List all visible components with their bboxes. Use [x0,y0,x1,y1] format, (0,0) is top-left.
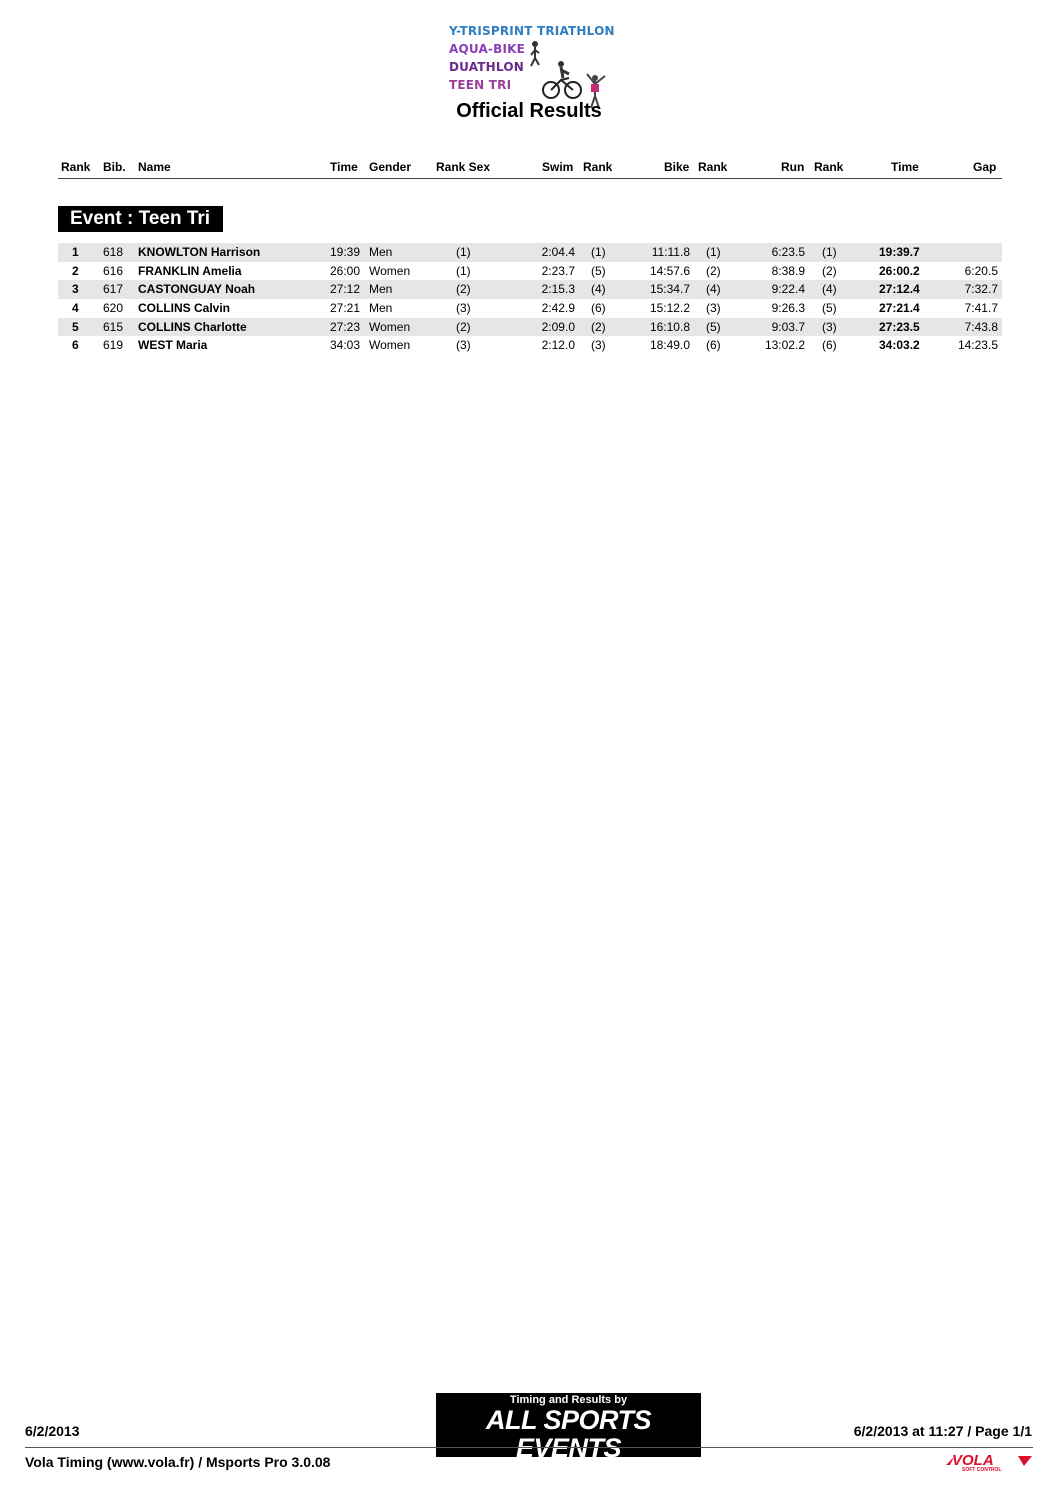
cell-run: 13:02.2 [764,338,805,353]
cell-total: 26:00.2 [879,263,920,278]
header-bib: Bib. [103,160,126,174]
cell-rank: 1 [72,245,79,259]
cell-bike-rank: (5) [706,319,721,334]
header-run: Run [781,160,805,174]
cell-swim-rank: (5) [591,263,606,278]
table-row [58,280,1002,299]
table-row [58,262,1002,281]
cell-rank-sex: (3) [456,338,471,353]
cell-total: 27:21.4 [879,301,920,316]
cell-swim-rank: (4) [591,282,606,297]
logo-line-2: AQUA-BIKE [449,42,526,56]
cell-rank: 4 [72,301,79,316]
cell-bib: 619 [103,338,124,353]
cell-gap: 7:32.7 [964,282,998,297]
header-run-rank: Rank [814,160,844,174]
footer-software: Vola Timing (www.vola.fr) / Msports Pro 3.0.08 [25,1454,331,1470]
cell-name: COLLINS Calvin [138,301,231,316]
logo-line-4: TEEN TRI [449,78,512,92]
cell-run-rank: (6) [822,338,837,353]
cell-rank-sex: (1) [456,263,471,278]
cell-bib: 615 [103,319,124,334]
header-swim: Swim [542,160,574,174]
cell-name: FRANKLIN Amelia [138,263,242,278]
header-gender: Gender [369,160,412,174]
cell-swim: 2:23.7 [541,263,575,278]
cell-bike: 15:12.2 [649,301,690,316]
footer-divider [25,1447,1033,1448]
cell-gender: Women [369,263,411,278]
cell-gap: 14:23.5 [957,338,998,353]
logo-line-3: DUATHLON [449,60,524,74]
cell-rank: 6 [72,338,79,353]
cell-gender: Men [369,282,393,297]
vola-logo-text: VOLA [952,1452,994,1469]
table-row [58,318,1002,337]
cell-bike-rank: (3) [706,301,721,316]
cell-swim: 2:42.9 [541,301,575,316]
cell-time: 27:23 [329,319,360,334]
results-header [58,160,1002,179]
header-swim-rank: Rank [583,160,613,174]
vola-logo [944,1453,1033,1473]
cell-swim-rank: (2) [591,319,606,334]
header-name: Name [138,160,171,174]
header-bike-rank: Rank [698,160,728,174]
cell-swim-rank: (6) [591,301,606,316]
header-time: Time [330,160,358,174]
cell-rank-sex: (2) [456,319,471,334]
cell-run: 8:38.9 [771,263,805,278]
cell-bike-rank: (4) [706,282,721,297]
cell-swim: 2:09.0 [541,319,575,334]
cell-time: 27:12 [329,282,360,297]
logo-line-1: Y-TRISPRINT TRIATHLON [449,24,615,38]
cell-bike: 14:57.6 [649,263,690,278]
cell-total: 27:23.5 [879,319,920,334]
cell-gap: 7:43.8 [964,319,998,334]
cell-gap: 6:20.5 [964,263,998,278]
cell-bib: 618 [103,245,124,259]
header-rank-sex: Rank Sex [436,160,491,174]
cell-name: COLLINS Charlotte [138,319,247,334]
cell-run-rank: (3) [822,319,837,334]
cell-swim: 2:04.4 [541,245,575,259]
event-banner: Event : Teen Tri [58,206,223,232]
cell-name: KNOWLTON Harrison [138,245,261,259]
cell-bib: 617 [103,282,124,297]
cell-rank: 3 [72,282,79,297]
cell-gender: Men [369,301,393,316]
ase-url-text: www.allsportsevents.com [513,1473,624,1483]
cell-name: WEST Maria [138,338,208,353]
cell-run-rank: (4) [822,282,837,297]
cell-rank: 2 [72,263,79,278]
cell-rank-sex: (1) [456,245,471,259]
cell-rank-sex: (2) [456,282,471,297]
cell-gender: Women [369,338,411,353]
cell-swim: 2:12.0 [541,338,575,353]
cell-bike: 11:11.8 [651,245,690,259]
ase-sub-text: TIMING AND EVENT SERVICES [487,1462,650,1473]
header-bike: Bike [664,160,690,174]
cell-time: 19:39 [329,245,360,259]
cell-run: 9:22.4 [771,282,805,297]
cell-rank: 5 [72,319,79,334]
cell-bike-rank: (6) [706,338,721,353]
cell-name: CASTONGUAY Noah [138,282,256,297]
header-rank: Rank [61,160,91,174]
cell-run: 6:23.5 [771,245,805,259]
cell-bike: 18:49.0 [649,338,690,353]
cell-run-rank: (5) [822,301,837,316]
event-logo [449,22,619,102]
cell-run: 9:26.3 [771,301,805,316]
cell-run-rank: (1) [822,245,837,259]
cell-bike-rank: (1) [706,245,721,259]
cell-bike: 15:34.7 [649,282,690,297]
cell-gender: Women [369,319,411,334]
ase-main-text: ALL SPORTS EVENTS [485,1405,652,1463]
cell-bike-rank: (2) [706,263,721,278]
table-row [58,336,1002,355]
cell-bib: 620 [103,301,124,316]
header-gap: Gap [973,160,997,174]
cell-total: 19:39.7 [879,245,920,259]
footer-date: 6/2/2013 [25,1423,80,1439]
cell-gap: 7:41.7 [964,301,998,316]
vola-logo-sub: SOFT CONTROL [962,1467,1002,1473]
cell-total: 34:03.2 [879,338,920,353]
header-total-time: Time [891,160,919,174]
cell-time: 34:03 [329,338,360,353]
cell-bike: 16:10.8 [649,319,690,334]
table-row [58,299,1002,318]
results-table [58,243,1002,355]
cell-run-rank: (2) [822,263,837,278]
cell-rank-sex: (3) [456,301,471,316]
cell-swim-rank: (1) [591,245,606,259]
ase-top-text: Timing and Results by [509,1394,628,1406]
table-row [58,243,1002,262]
cell-time: 26:00 [329,263,360,278]
cell-swim: 2:15.3 [541,282,575,297]
page-title: Official Results [456,100,602,122]
cell-total: 27:12.4 [879,282,920,297]
footer-printed: 6/2/2013 at 11:27 / Page 1/1 [853,1423,1032,1439]
cell-bib: 616 [103,263,124,278]
cell-time: 27:21 [329,301,360,316]
cell-gender: Men [369,245,393,259]
cell-swim-rank: (3) [591,338,606,353]
cell-run: 9:03.7 [771,319,805,334]
